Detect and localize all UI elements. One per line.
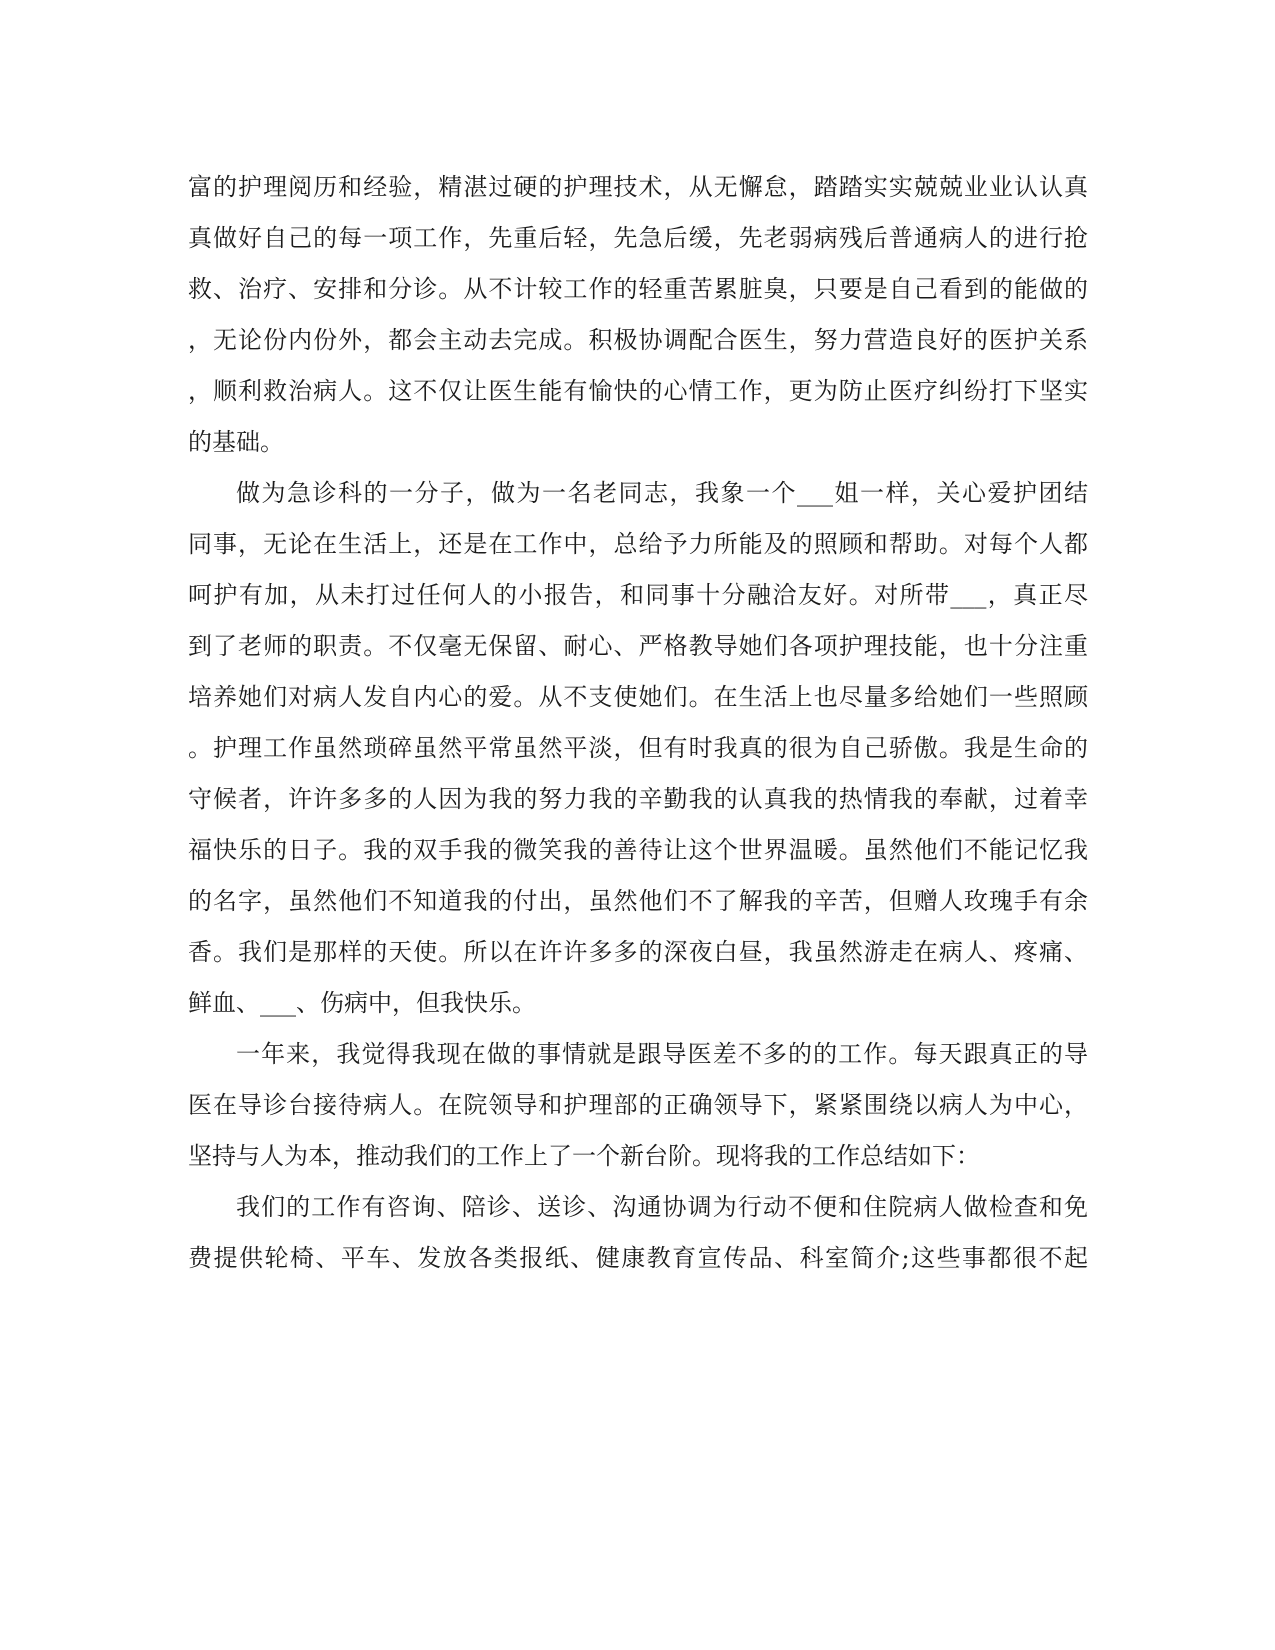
text-line: 培养她们对病人发自内心的爱。从不支使她们。在生活上也尽量多给她们一些照顾 (188, 683, 1088, 711)
text-line: 做为急诊科的一分子，做为一名老同志，我象一个___姐一样，关心爱护团结 (236, 479, 1088, 507)
text-line: 同事，无论在生活上，还是在工作中，总给予力所能及的照顾和帮助。对每个人都 (188, 530, 1088, 558)
body-text (188, 162, 1088, 1284)
text-line: 。护理工作虽然琐碎虽然平常虽然平淡，但有时我真的很为自己骄傲。我是生命的 (188, 734, 1088, 762)
text-line: 的基础。 (188, 428, 284, 456)
text-line: 医在导诊台接待病人。在院领导和护理部的正确领导下，紧紧围绕以病人为中心， (188, 1091, 1088, 1119)
text-line: ，顺利救治病人。这不仅让医生能有愉快的心情工作，更为防止医疗纠纷打下坚实 (188, 377, 1088, 405)
text-line: 呵护有加，从未打过任何人的小报告，和同事十分融洽友好。对所带___，真正尽 (188, 581, 1088, 609)
text-line: 到了老师的职责。不仅毫无保留、耐心、严格教导她们各项护理技能，也十分注重 (188, 632, 1088, 660)
text-line: 真做好自己的每一项工作，先重后轻，先急后缓，先老弱病残后普通病人的进行抢 (188, 224, 1088, 252)
text-line: 我们的工作有咨询、陪诊、送诊、沟通协调为行动不便和住院病人做检查和免 (236, 1193, 1088, 1221)
text-line: 守候者，许许多多的人因为我的努力我的辛勤我的认真我的热情我的奉献，过着幸 (188, 785, 1088, 813)
text-line: 的名字，虽然他们不知道我的付出，虽然他们不了解我的辛苦，但赠人玫瑰手有余 (188, 887, 1088, 915)
text-line: 费提供轮椅、平车、发放各类报纸、健康教育宣传品、科室简介;这些事都很不起 (188, 1244, 1088, 1272)
text-line: 一年来，我觉得我现在做的事情就是跟导医差不多的的工作。每天跟真正的导 (236, 1040, 1088, 1068)
text-line: 救、治疗、安排和分诊。从不计较工作的轻重苦累脏臭，只要是自己看到的能做的 (188, 275, 1088, 303)
text-line: 坚持与人为本，推动我们的工作上了一个新台阶。现将我的工作总结如下： (188, 1142, 980, 1170)
text-line: 鲜血、___、伤病中，但我快乐。 (188, 989, 536, 1017)
text-line: 福快乐的日子。我的双手我的微笑我的善待让这个世界温暖。虽然他们不能记忆我 (188, 836, 1088, 864)
text-line: ，无论份内份外，都会主动去完成。积极协调配合医生，努力营造良好的医护关系 (188, 326, 1088, 354)
text-line: 香。我们是那样的天使。所以在许许多多的深夜白昼，我虽然游走在病人、疼痛、 (188, 938, 1088, 966)
text-line: 富的护理阅历和经验，精湛过硬的护理技术，从无懈怠，踏踏实实兢兢业业认认真 (188, 173, 1088, 201)
